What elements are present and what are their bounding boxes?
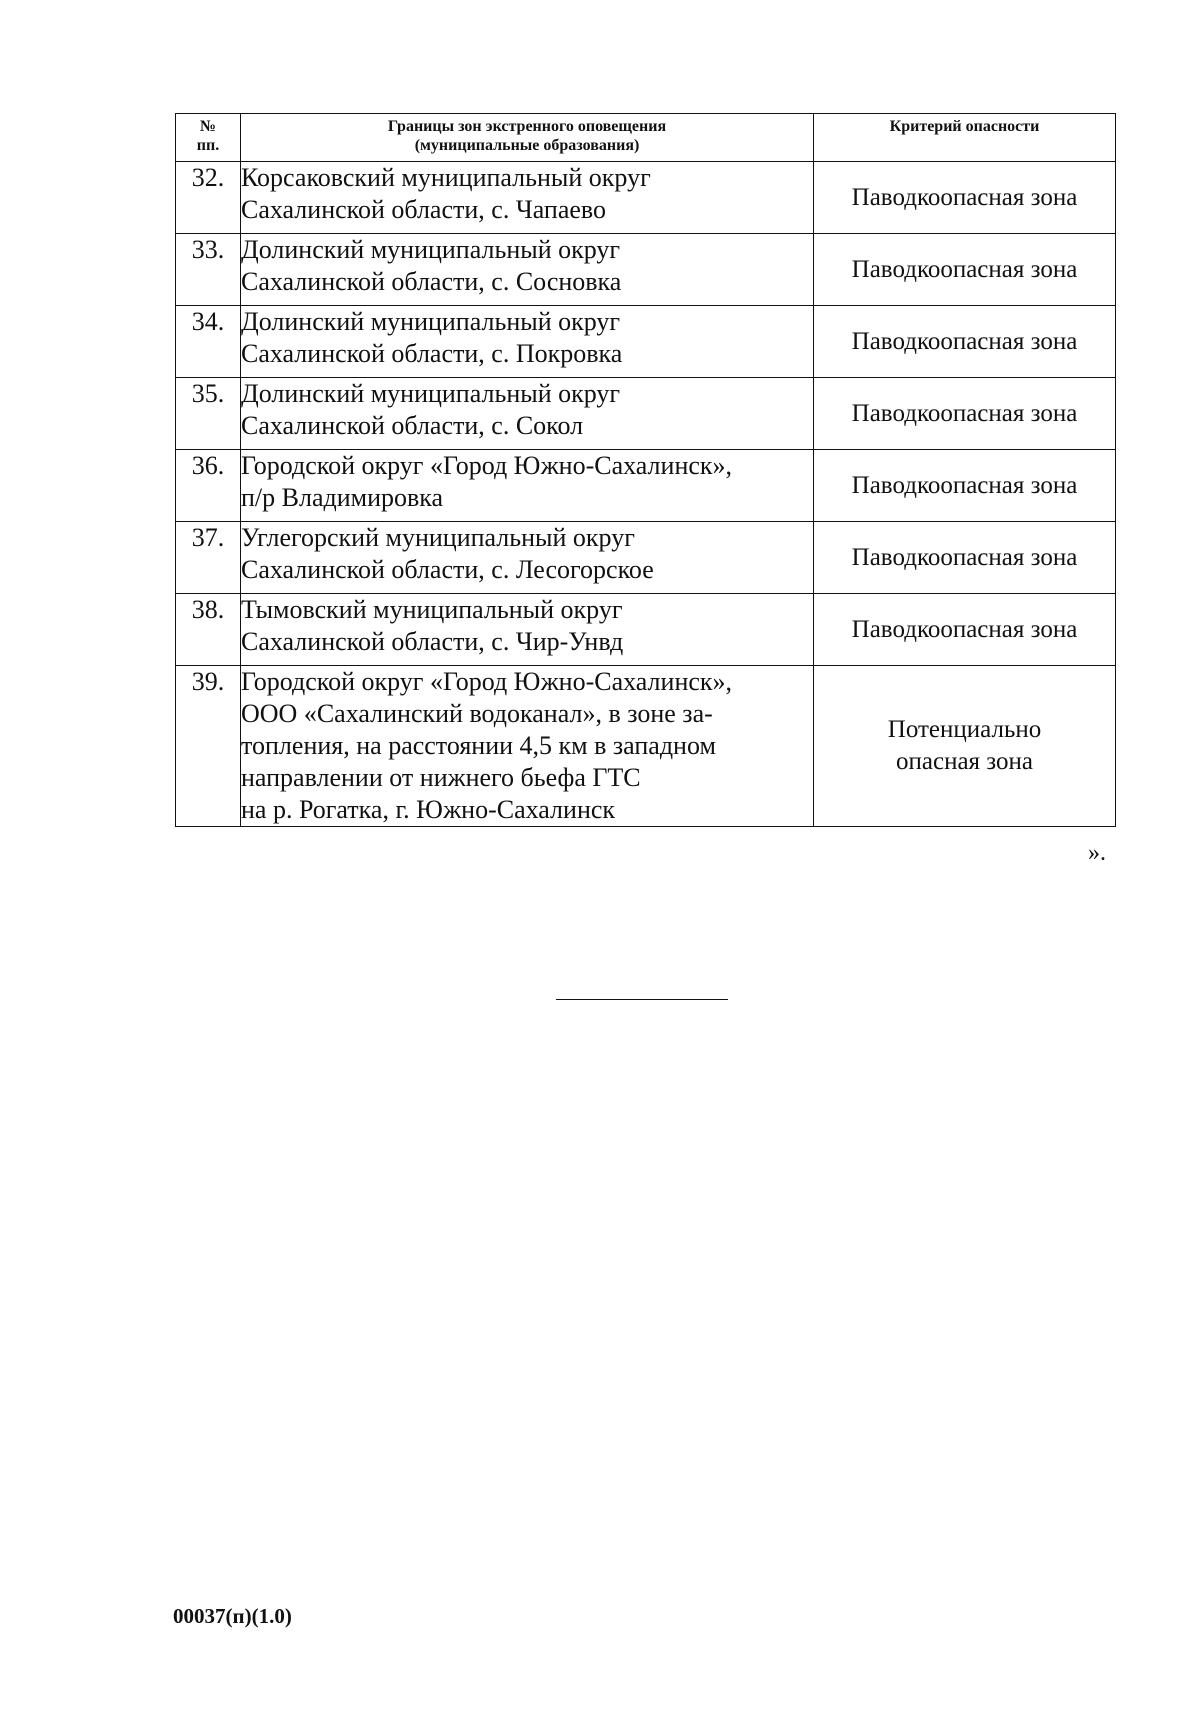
row-criterion: Паводкоопасная зона (814, 594, 1116, 666)
row-boundary: Долинский муниципальный округ Сахалинской области, с. Покровка (241, 306, 814, 378)
table-row (176, 522, 1116, 594)
table-row (176, 162, 1116, 234)
row-criterion: Паводкоопасная зона (814, 306, 1116, 378)
row-criterion: Потенциально опасная зона (814, 666, 1116, 827)
row-boundary: Тымовский муниципальный округ Сахалинской области, с. Чир-Унвд (241, 594, 814, 666)
header-criterion: Критерий опасности (814, 114, 1116, 162)
table-row (176, 666, 1116, 827)
row-criterion: Паводкоопасная зона (814, 378, 1116, 450)
alert-zones-table (175, 113, 1116, 827)
row-criterion: Паводкоопасная зона (814, 450, 1116, 522)
table-header-row (176, 114, 1116, 162)
document-code: 00037(п)(1.0) (173, 1604, 292, 1628)
table-row (176, 594, 1116, 666)
table-row (176, 234, 1116, 306)
row-number: 38. (176, 594, 241, 666)
row-boundary: Долинский муниципальный округ Сахалинской области, с. Сосновка (241, 234, 814, 306)
row-criterion: Паводкоопасная зона (814, 522, 1116, 594)
row-boundary: Корсаковский муниципальный округ Сахалинской области, с. Чапаево (241, 162, 814, 234)
table-row (176, 306, 1116, 378)
row-boundary: Долинский муниципальный округ Сахалинской области, с. Сокол (241, 378, 814, 450)
table-row (176, 450, 1116, 522)
row-number: 33. (176, 234, 241, 306)
row-number: 32. (176, 162, 241, 234)
row-number: 34. (176, 306, 241, 378)
row-boundary: Углегорский муниципальный округ Сахалинской области, с. Лесогорское (241, 522, 814, 594)
table-row (176, 378, 1116, 450)
row-number: 37. (176, 522, 241, 594)
row-number: 39. (176, 666, 241, 827)
row-criterion: Паводкоопасная зона (814, 162, 1116, 234)
closing-quote-mark: ». (1088, 840, 1106, 866)
row-boundary: Городской округ «Город Южно-Сахалинск», п/р Владимировка (241, 450, 814, 522)
row-number: 35. (176, 378, 241, 450)
separator-line (556, 999, 728, 1000)
header-number: № пп. (176, 114, 241, 162)
row-boundary: Городской округ «Город Южно-Сахалинск», ООО «Сахалинский водоканал», в зоне за- топления, на расстоянии 4,5 км в западном направлении от нижнего бьефа ГТС на р. Рогатка, г. Южно-Сахалинск (241, 666, 814, 827)
row-criterion: Паводкоопасная зона (814, 234, 1116, 306)
header-boundaries: Границы зон экстренного оповещения (муниципальные образования) (241, 114, 814, 162)
row-number: 36. (176, 450, 241, 522)
